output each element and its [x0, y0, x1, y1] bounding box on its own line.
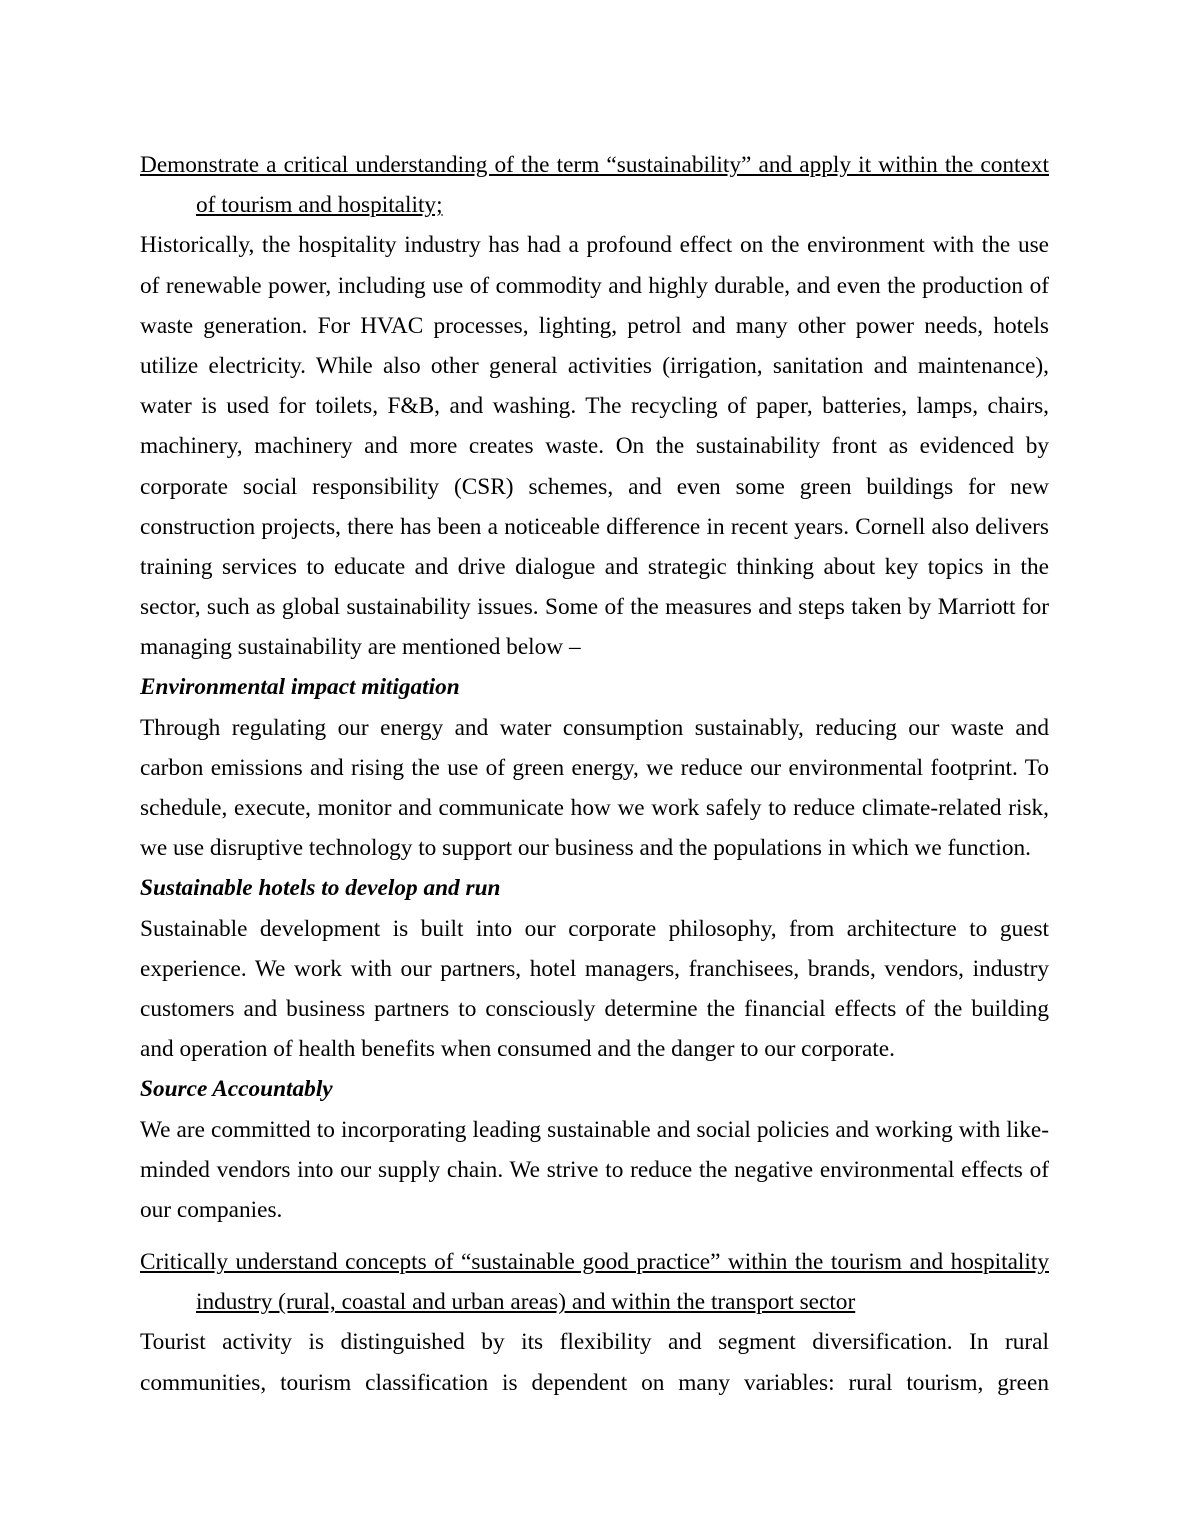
text-line: corporate social responsibility (CSR) schemes, and even some green buildings for new	[140, 473, 1049, 500]
text-line: We are committed to incorporating leading sustainable and social policies and working with like-	[140, 1116, 1049, 1143]
section-heading	[140, 1242, 1049, 1322]
text-line: waste generation. For HVAC processes, lighting, petrol and many other power needs, hotels	[140, 312, 1049, 339]
subheading	[140, 1069, 1049, 1109]
text-line: Sustainable development is built into our corporate philosophy, from architecture to guest	[140, 915, 1049, 942]
document-body	[140, 145, 1049, 1403]
text-line: training services to educate and drive dialogue and strategic thinking about key topics in the	[140, 553, 1049, 580]
paragraph	[140, 1110, 1049, 1231]
subheading	[140, 868, 1049, 908]
text-line: minded vendors into our supply chain. We strive to reduce the negative environmental effects of	[140, 1156, 1049, 1183]
text-line: Historically, the hospitality industry has had a profound effect on the environment with the use	[140, 232, 1049, 259]
text-line: Sustainable hotels to develop and run	[140, 875, 501, 902]
text-line: machinery, machinery and more creates waste. On the sustainability front as evidenced by	[140, 433, 1049, 460]
text-line: of renewable power, including use of commodity and highly durable, and even the production of	[140, 272, 1049, 299]
paragraph	[140, 708, 1049, 869]
text-line: communities, tourism classification is dependent on many variables: rural tourism, green	[140, 1369, 1049, 1396]
text-line: managing sustainability are mentioned below –	[140, 634, 581, 661]
text-line: industry (rural, coastal and urban areas) and within the transport sector	[196, 1289, 856, 1316]
text-line: water is used for toilets, F&B, and washing. The recycling of paper, batteries, lamps, chairs,	[140, 393, 1049, 420]
text-line: Through regulating our energy and water consumption sustainably, reducing our waste and	[140, 714, 1049, 741]
text-line: Environmental impact mitigation	[140, 674, 460, 701]
paragraph	[140, 225, 1049, 667]
text-line: and operation of health benefits when consumed and the danger to our corporate.	[140, 1036, 895, 1063]
text-line: construction projects, there has been a noticeable difference in recent years. Cornell also delivers	[140, 513, 1049, 540]
paragraph	[140, 909, 1049, 1070]
text-line: utilize electricity. While also other general activities (irrigation, sanitation and maintenance),	[140, 352, 1049, 379]
text-line: experience. We work with our partners, hotel managers, franchisees, brands, vendors, industry	[140, 955, 1049, 982]
text-line: carbon emissions and rising the use of green energy, we reduce our environmental footprint. To	[140, 754, 1049, 781]
text-line: schedule, execute, monitor and communicate how we work safely to reduce climate-related risk,	[140, 795, 1049, 821]
text-line: we use disruptive technology to support our business and the populations in which we function.	[140, 835, 1031, 862]
text-line: Critically understand concepts of “sustainable good practice” within the tourism and hospitality	[140, 1249, 1049, 1276]
text-line: Demonstrate a critical understanding of the term “sustainability” and apply it within the context	[140, 152, 1049, 178]
section-heading	[140, 145, 1049, 225]
paragraph	[140, 1322, 1049, 1402]
subheading	[140, 667, 1049, 707]
text-line: Source Accountably	[140, 1076, 333, 1103]
spacer	[140, 1230, 1049, 1242]
text-line: sector, such as global sustainability issues. Some of the measures and steps taken by Marriott for	[140, 594, 1049, 621]
text-line: of tourism and hospitality;	[196, 192, 443, 219]
text-line: Tourist activity is distinguished by its flexibility and segment diversification. In rural	[140, 1329, 1049, 1356]
text-line: customers and business partners to consciously determine the financial effects of the building	[140, 995, 1049, 1022]
text-line: our companies.	[140, 1196, 283, 1223]
